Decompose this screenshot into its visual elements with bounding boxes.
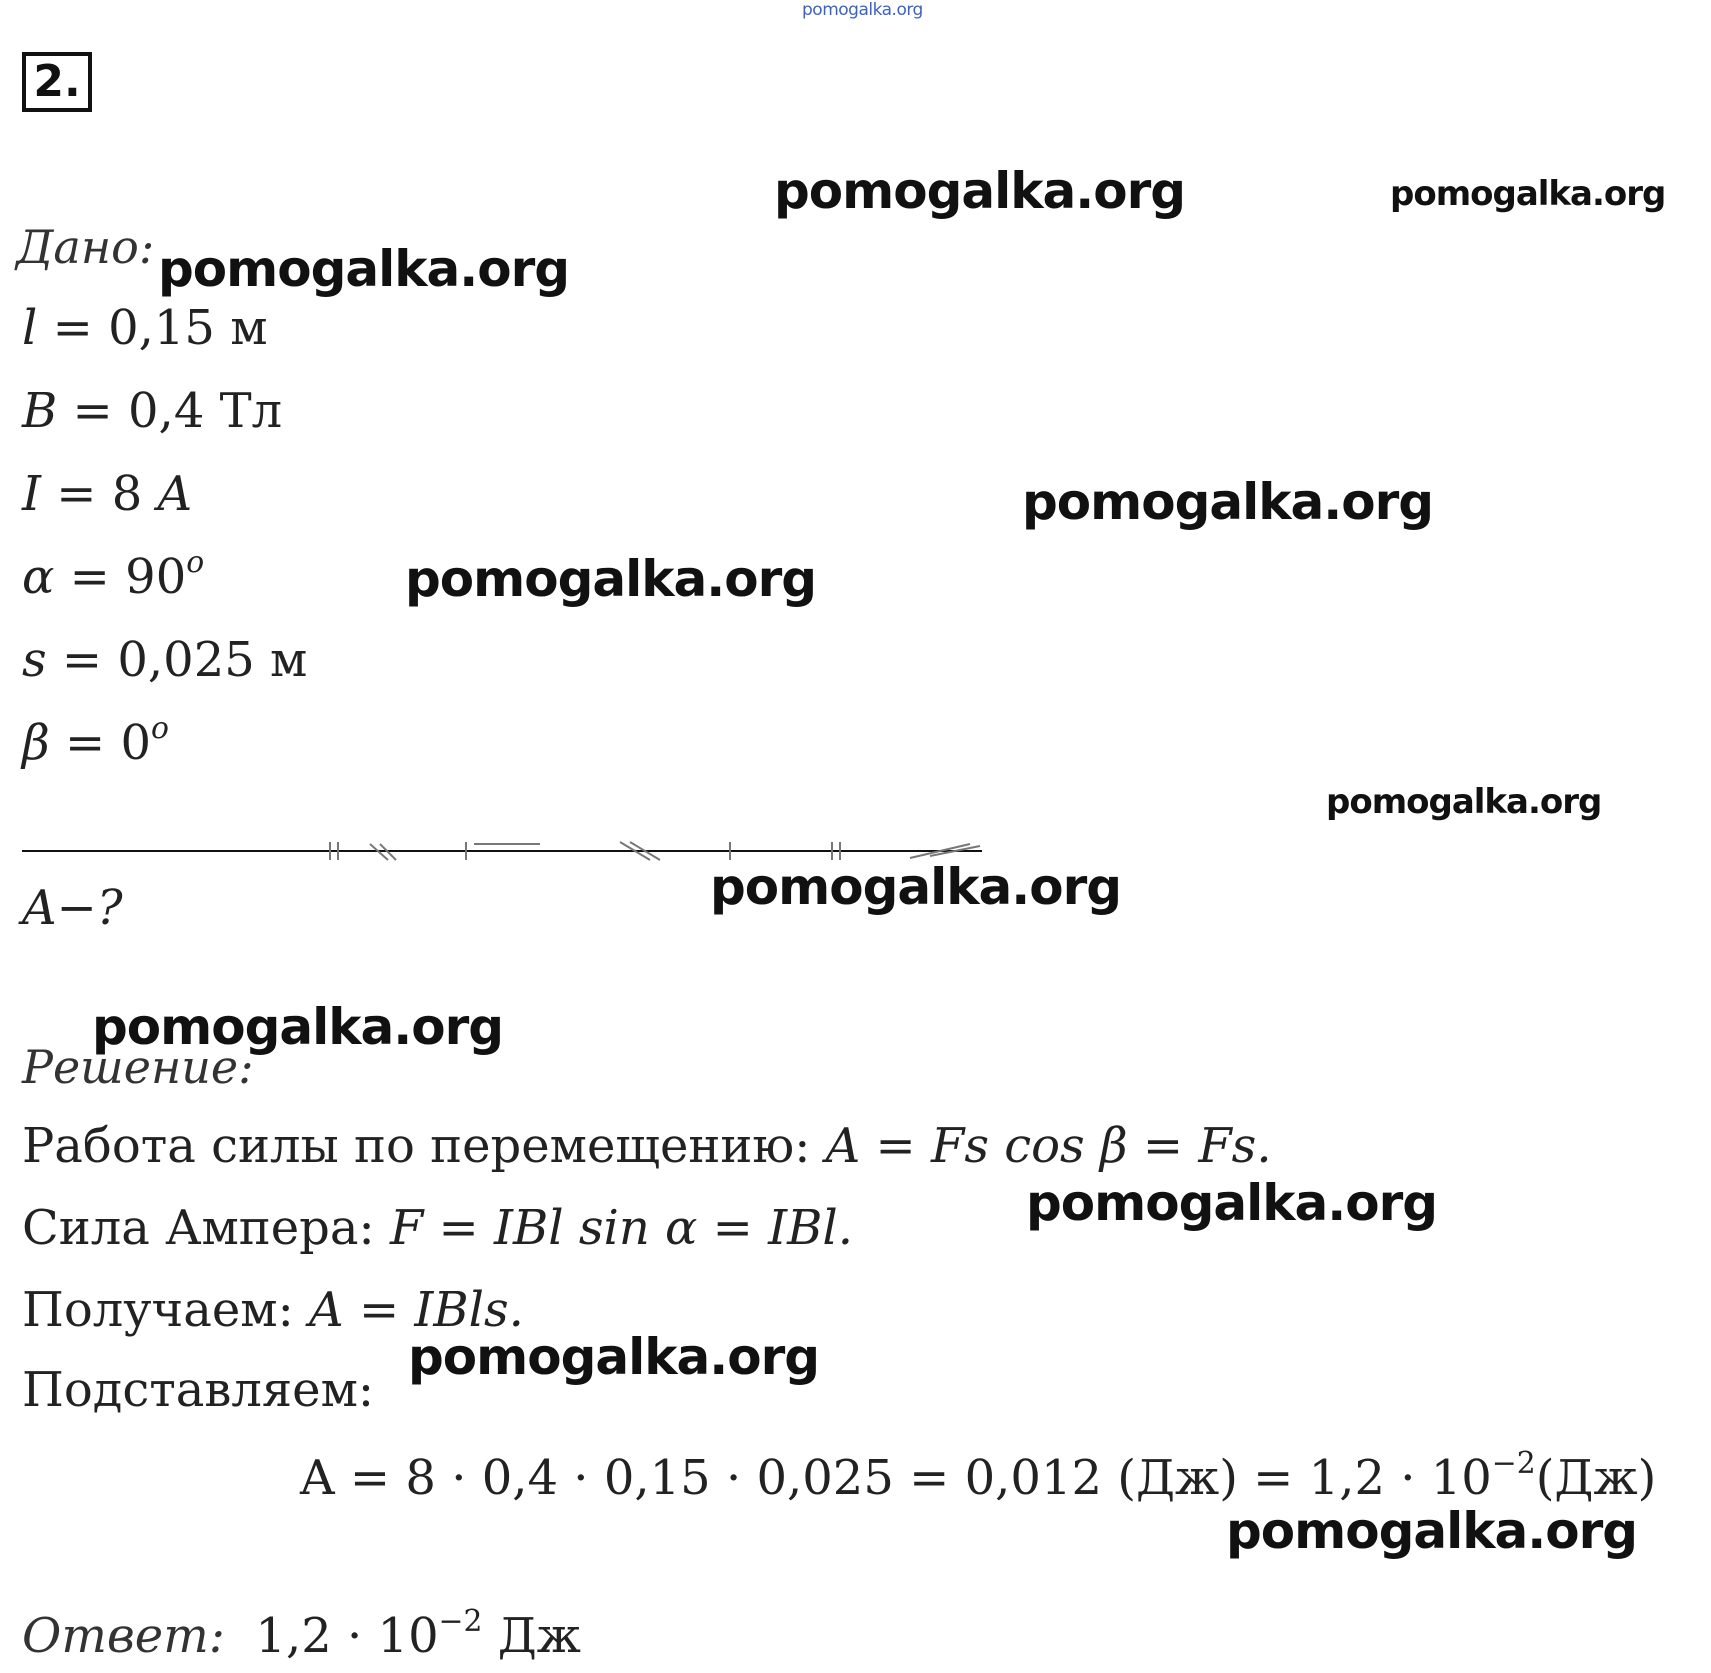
given-item-alpha: $\alpha = 90^o$ [22, 545, 205, 605]
answer-line: Ответ: $1,2 \cdot 10^{-2}$ Дж [22, 1604, 581, 1664]
given-item-length: l = 0,15 м [22, 300, 268, 356]
watermark: pomogalka.org [405, 550, 817, 608]
header-watermark: pomogalka.org [802, 0, 923, 20]
watermark: pomogalka.org [1022, 473, 1434, 531]
watermark: pomogalka.org [408, 1328, 820, 1386]
given-item-induction: B = 0,4 Тл [22, 383, 283, 439]
solution-label: Решение: [22, 1040, 254, 1094]
given-label: Дано: [16, 220, 155, 274]
watermark: pomogalka.org [774, 162, 1186, 220]
given-item-beta: $\beta = 0^o$ [22, 711, 169, 771]
given-item-displacement: s = 0,025 м [22, 632, 308, 688]
watermark: pomogalka.org [92, 998, 504, 1056]
problem-number: 2. [22, 52, 92, 112]
watermark: pomogalka.org [1390, 174, 1666, 214]
watermark: pomogalka.org [158, 240, 570, 298]
watermark: pomogalka.org [1326, 782, 1602, 822]
solution-line-substitute: Подставляем: [22, 1362, 375, 1418]
find-label: A−? [22, 880, 123, 936]
watermark: pomogalka.org [1026, 1174, 1438, 1232]
watermark: pomogalka.org [1226, 1502, 1638, 1560]
solution-line-work: Работа силы по перемещению: A = Fs cos β = Fs. [22, 1118, 1272, 1174]
solution-line-result: Получаем: A = IBls. [22, 1282, 524, 1338]
given-item-current: I = 8 A [22, 466, 193, 522]
solution-line-ampere: Сила Ампера: F = IBl sin α = IBl. [22, 1200, 853, 1256]
watermark: pomogalka.org [710, 858, 1122, 916]
calculation-formula: A = 8 · 0,4 · 0,15 · 0,025 = 0,012 $(Дж) = 1,2 \cdot 10^{-2}(Дж)$ [300, 1446, 1657, 1506]
